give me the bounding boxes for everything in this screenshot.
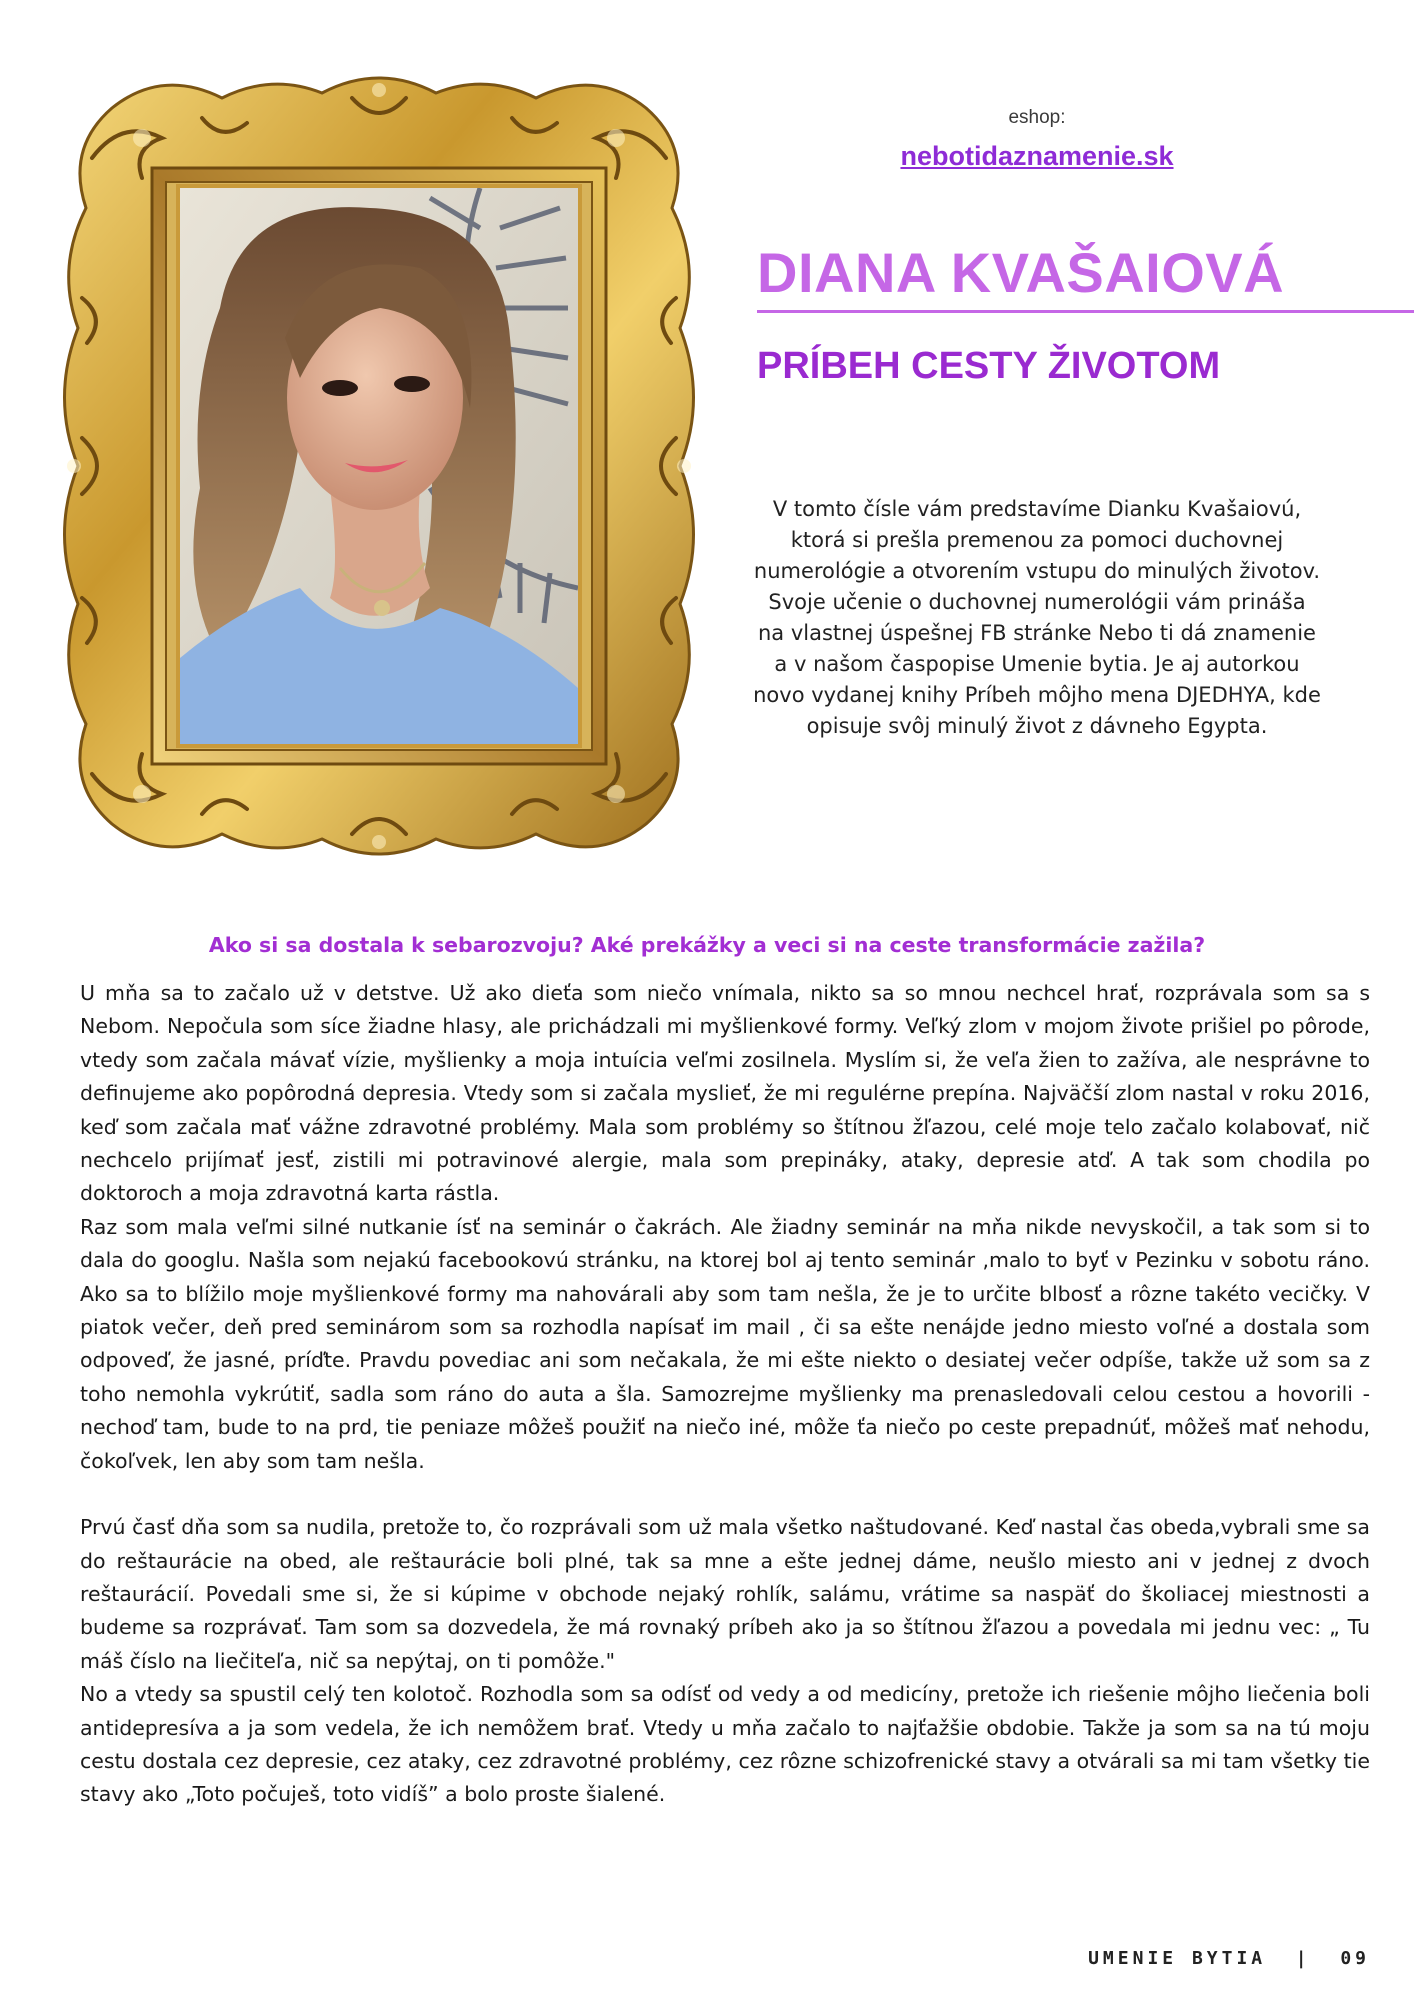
article-paragraph: Prvú časť dňa som sa nudila, pretože to, čo rozprávali som už mala všetko naštudované. Keď nastal čas obeda,vybrali sme sa do reštaurácie na obed, ale reštaurácie boli plné, tak sa mne a ešte jednej dáme, neušlo miesto ani v jednej z dvoch reštaurácií. Povedali sme si, že si kúpime v obchode nejaký rohlík, salámu, vrátime sa naspäť do školiacej miestnosti a budeme sa rozprávať. Tam som sa dozvedela, že má rovnaký príbeh ako ja so štítnou žľazou a povedala mi jednu vec: „ Tu máš číslo na liečiteľa, nič sa nepýtaj, on ti pomôže." [80, 1515, 1370, 1673]
footer-page-label: UMENIE BYTIA | 09 [1088, 1948, 1370, 1969]
eshop-label: eshop: [1008, 107, 1066, 128]
ornate-gold-frame [52, 68, 706, 864]
page-subtitle: PRÍBEH CESTY ŽIVOTOM [757, 345, 1221, 387]
intro-text: V tomto čísle vám predstavíme Dianku Kvašaiovú, ktorá si prešla premenou za pomoci duchovnej numerológie a otvorením vstupu do minulých životov. Svoje učenie o duchovnej numerológii vám prináša na vlastnej úspešnej FB stránke Nebo ti dá znamenie a v našom časpopise Umenie bytia. Je aj autorkou novo vydanej knihy Príbeh môjho mena DJEDHYA, kde opisuje svôj minulý život z dávneho Egypta. [753, 497, 1321, 738]
article-paragraph: U mňa sa to začalo už v detstve. Už ako dieťa som niečo vnímala, nikto sa so mnou nechcel hrať, rozprávala som sa s Nebom. Nepočula som síce žiadne hlasy, ale prichádzali mi myšlienkové formy. Veľký zlom v mojom živote prišiel po pôrode, vtedy som začala mávať vízie, myšlienky a moja intuícia veľmi zosilnela. Myslím si, že veľa žien to zažíva, ale nesprávne to definujeme ako popôrodná depresia. Vtedy som si začala myslieť, že mi regulérne prepína. Najväčší zlom nastal v roku 2016, keď som začala mať vážne zdravotné problémy. Mala som problémy so štítnou žľazou, celé moje telo začalo kolabovať, nič nechcelo prijímať jesť, zistili mi potravinové alergie, mala som prepináky, ataky, depresie atď. A tak som chodila po doktoroch a moja zdravotná karta rástla. [80, 981, 1370, 1206]
article-paragraph: Raz som mala veľmi silné nutkanie ísť na seminár o čakrách. Ale žiadny seminár na mňa nikde nevyskočil, a tak som si to dala do googlu. Našla som nejakú facebookovú stránku, na ktorej bol aj tento seminár ,malo to byť v Pezinku v sobotu ráno. Ako sa to blížilo moje myšlienkové formy ma nahovárali aby som tam nešla, že je to určite blbosť a rôzne takéto vecičky. V piatok večer, deň pred seminárom som sa rozhodla napísať im mail , či sa ešte nenájde jedno miesto voľné a dostala som odpoveď, že jasné, príďte. Pravdu povediac ani som nečakala, že mi ešte niekto o desiatej večer odpíše, takže už som sa z toho nemohla vykrútiť, sadla som ráno do auta a šla. Samozrejme myšlienky ma prenasledovali celou cestou a hovorili - nechoď tam, bude to na prd, tie peniaze môžeš použiť na niečo iné, môže ťa niečo po ceste prepadnúť, môžeš mať nehodu, čokoľvek, len aby som tam nešla. [80, 1214, 1370, 1473]
article-body [80, 977, 1370, 1812]
eshop-link[interactable]: nebotidaznamenie.sk [900, 141, 1174, 171]
portrait-illustration [180, 188, 578, 744]
portrait-photo [180, 188, 578, 744]
title-divider [757, 310, 1414, 313]
interview-question: Ako si sa dostala k sebarozvoju? Aké prekážky a veci si na ceste transformácie zažila? [208, 933, 1206, 957]
page-title: DIANA KVAŠAIOVÁ [757, 241, 1285, 304]
article-paragraph: No a vtedy sa spustil celý ten kolotoč. Rozhodla som sa odísť od vedy a od medicíny, pretože ich riešenie môjho liečenia boli antidepresíva a ja som vedela, že ich nemôžem brať. Vtedy u mňa začalo to najťažšie obdobie. Takže ja som sa na tú moju cestu dostala cez depresie, cez ataky, cez zdravotné problémy, cez rôzne schizofrenické stavy a otvárali sa mi tam všetky tie stavy ako „Toto počuješ, toto vidíš” a bolo proste šialené. [80, 1682, 1370, 1807]
